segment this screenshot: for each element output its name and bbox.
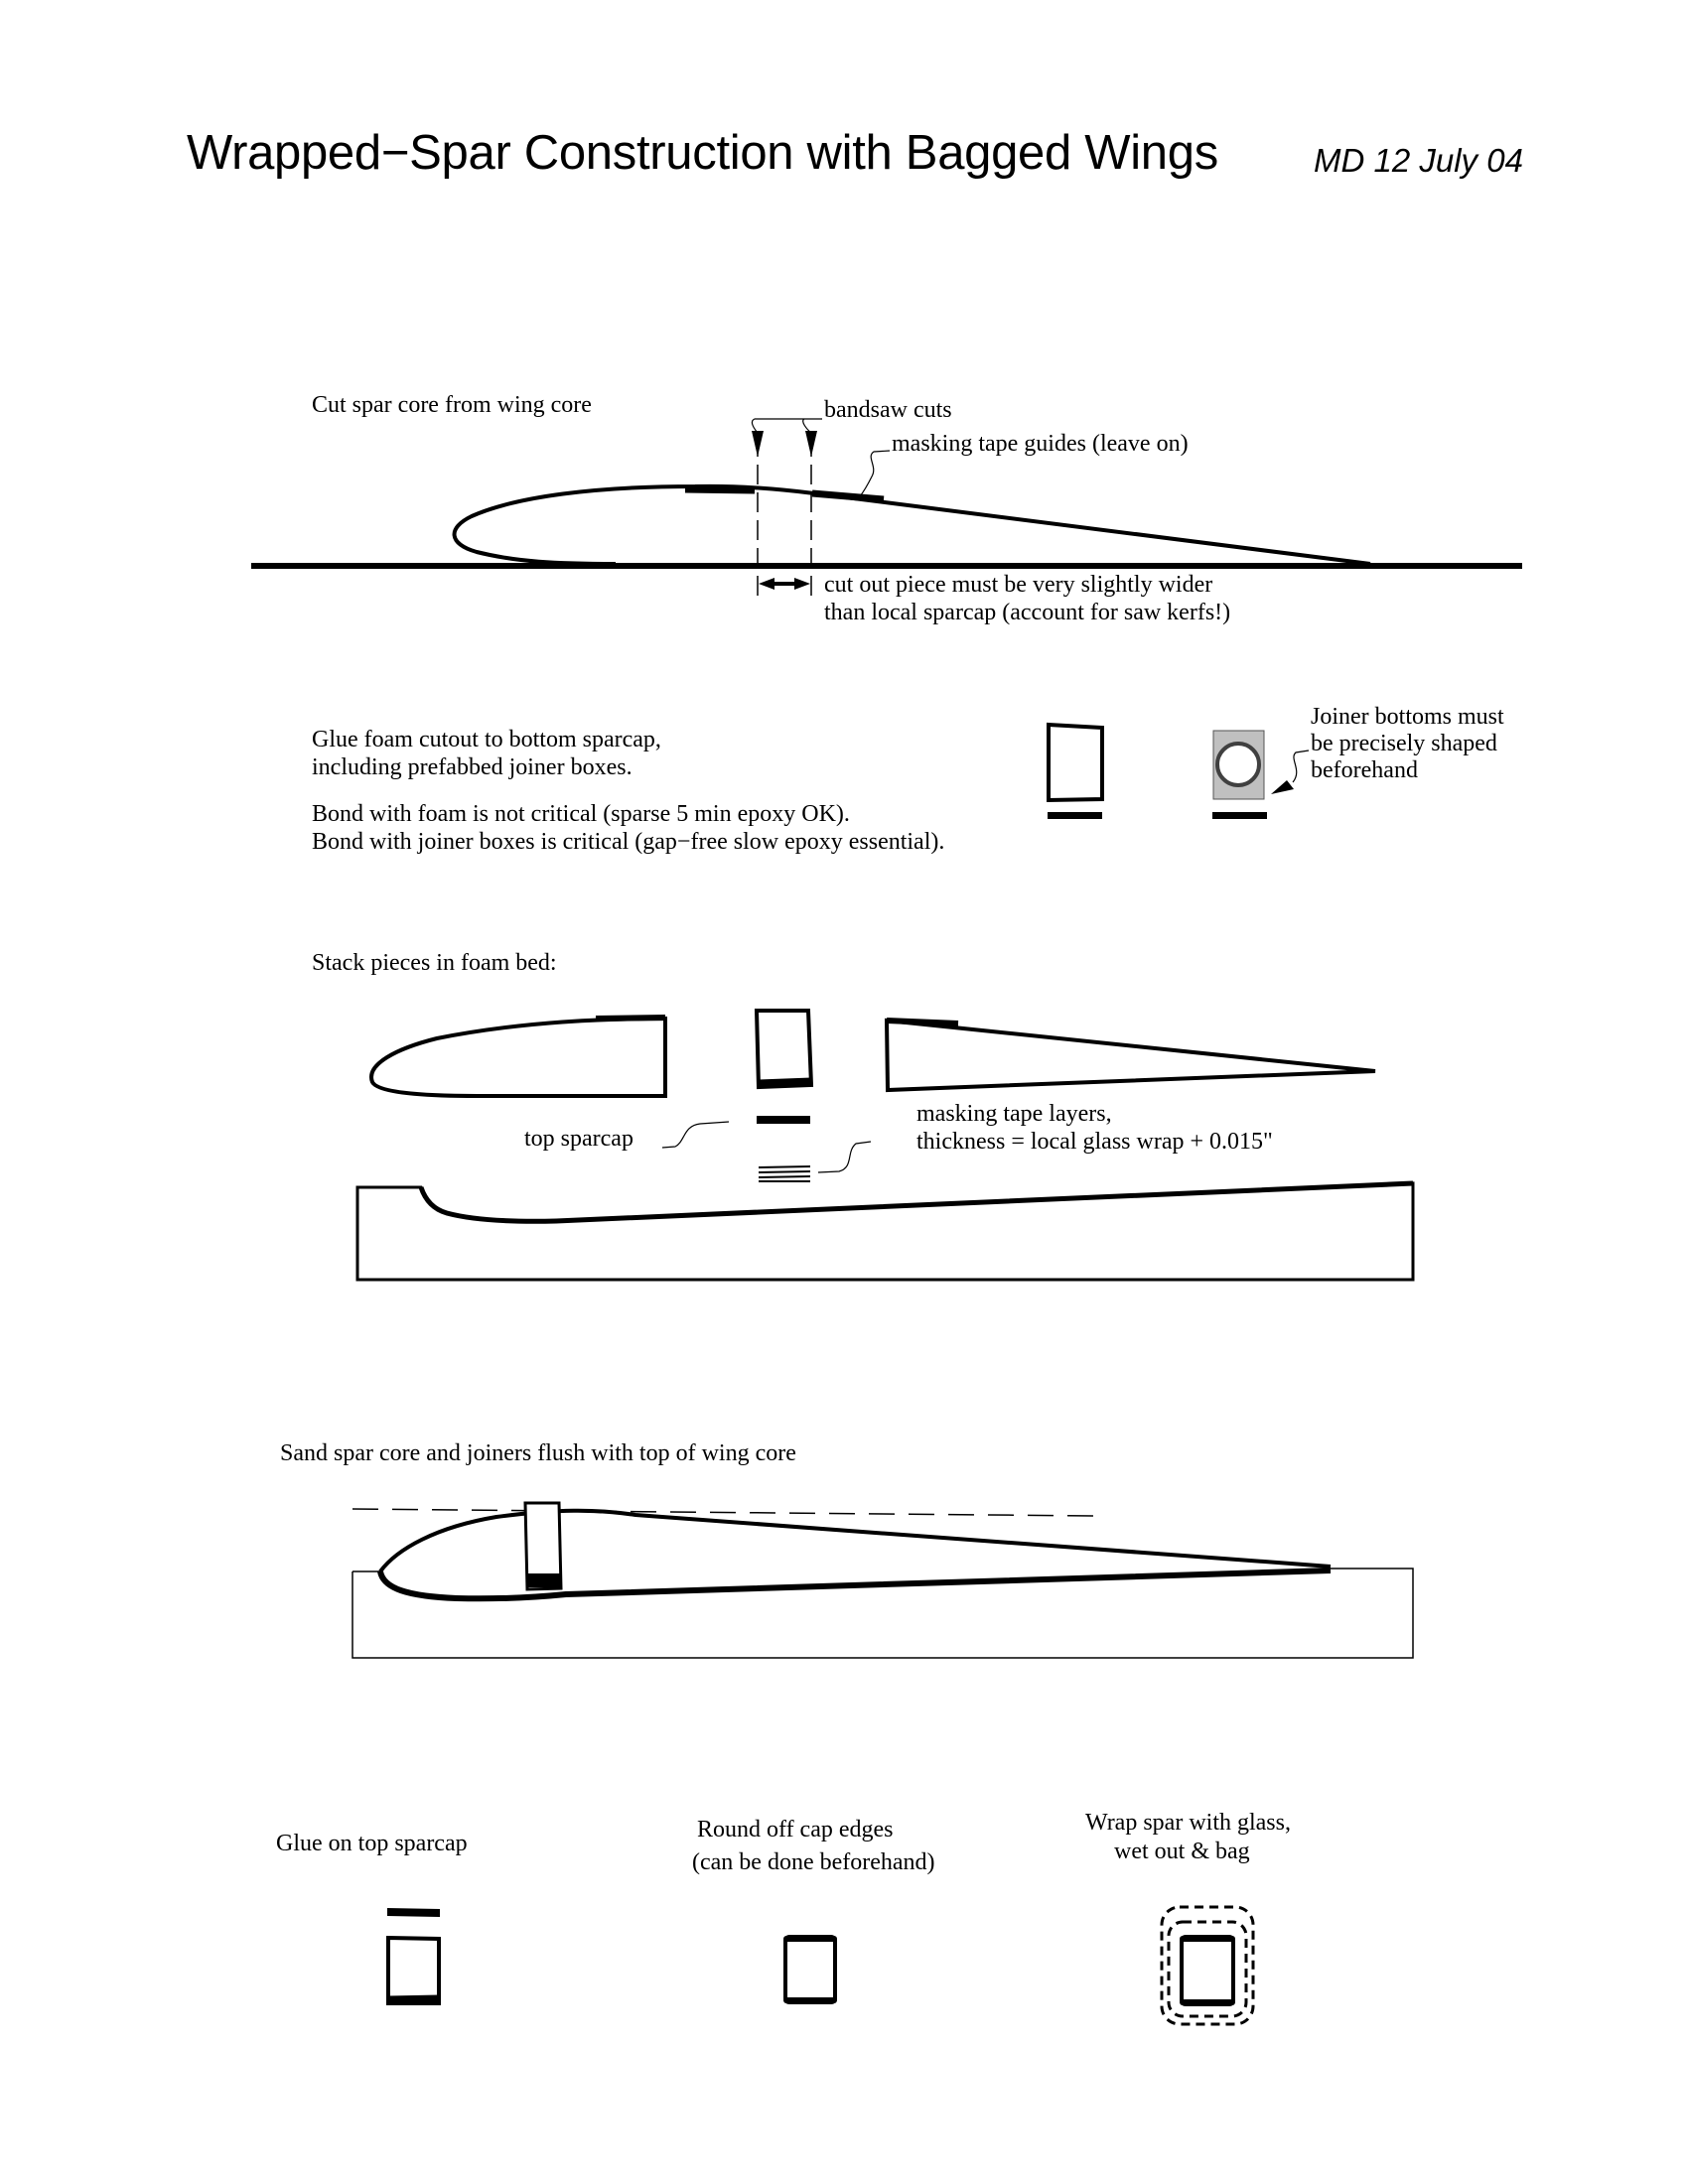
width-double-arrow-icon	[759, 578, 810, 590]
joiner-note-line1: Joiner bottoms must	[1311, 704, 1504, 730]
step3-heading: Stack pieces in foam bed:	[312, 950, 557, 976]
vacuum-bag-dashed-layer	[1162, 1907, 1253, 2024]
step3-diagram	[357, 1011, 1413, 1280]
arrow-down-icon	[805, 431, 817, 457]
wing-core-airfoil	[455, 486, 1370, 564]
wrap-spar-line2: wet out & bag	[1114, 1839, 1250, 1864]
wrapped-spar	[1182, 1937, 1233, 2004]
joiner-tube-ring	[1217, 744, 1259, 785]
step2-line1: Glue foam cutout to bottom sparcap,	[312, 727, 661, 752]
spar-box-with-bottom-cap	[388, 1938, 439, 2003]
bond-note-line2: Bond with joiner boxes is critical (gap−free slow epoxy essential).	[312, 829, 945, 855]
foam-cutout-box	[1049, 725, 1102, 800]
top-sparcap-piece	[757, 1116, 810, 1124]
bottom-cap	[388, 1998, 439, 1999]
step4-heading: Sand spar core and joiners flush with top of wing core	[280, 1440, 796, 1466]
arrow-icon	[1271, 780, 1294, 794]
bandsaw-leader	[752, 419, 822, 433]
foam-bed-cradle-edge	[421, 1183, 1413, 1221]
wing-core-lower-surface	[380, 1570, 1331, 1598]
arrow-down-icon	[752, 431, 764, 457]
leading-piece-tape	[596, 1018, 665, 1019]
spar-core-bottom-cap	[759, 1081, 811, 1083]
leading-edge-piece	[371, 1019, 665, 1096]
top-sparcap-separate	[387, 1908, 440, 1917]
trailing-edge-piece	[887, 1021, 1375, 1090]
tape-layers-label-line2: thickness = local glass wrap + 0.015"	[916, 1129, 1273, 1155]
glue-top-sparcap-label: Glue on top sparcap	[276, 1831, 468, 1856]
masking-tape-layers	[759, 1166, 810, 1181]
joiner-note-line2: be precisely shaped	[1311, 731, 1497, 756]
wing-core-upper-surface	[380, 1511, 1331, 1571]
masking-tape-left	[685, 489, 755, 490]
author-date: MD 12 July 04	[1314, 142, 1523, 179]
top-sparcap-leader	[662, 1122, 729, 1148]
spar-bottom-cap	[527, 1573, 561, 1587]
bandsaw-cuts-label: bandsaw cuts	[824, 397, 952, 423]
foam-bed	[357, 1183, 1413, 1280]
masking-tape-guides-label: masking tape guides (leave on)	[892, 431, 1189, 457]
round-cap-edges-line2: (can be done beforehand)	[692, 1849, 935, 1875]
top-sparcap-label: top sparcap	[524, 1126, 633, 1152]
step2-line2: including prefabbed joiner boxes.	[312, 754, 633, 780]
page-title: Wrapped−Spar Construction with Bagged Wings	[187, 126, 1218, 180]
joiner-note-leader	[1293, 751, 1309, 782]
tape-layers-label-line1: masking tape layers,	[916, 1101, 1112, 1127]
cutout-width-note-line1: cut out piece must be very slightly wider	[824, 572, 1213, 598]
rounded-cap-spar	[785, 1937, 835, 2002]
step5-diagram	[387, 1907, 1253, 2024]
cutout-width-note-line2: than local sparcap (account for saw kerfs!)	[824, 600, 1231, 625]
step1-heading: Cut spar core from wing core	[312, 392, 592, 418]
tape-guide-leader	[860, 451, 890, 496]
flush-reference-dashed-line	[352, 1509, 1097, 1516]
bond-note-line1: Bond with foam is not critical (sparse 5 min epoxy OK).	[312, 801, 850, 827]
step1-diagram	[251, 419, 1522, 596]
spar-core-piece	[757, 1011, 811, 1087]
step4-diagram	[352, 1503, 1413, 1658]
wrap-spar-line1: Wrap spar with glass,	[1085, 1810, 1291, 1836]
trailing-piece-tape	[887, 1021, 958, 1024]
bottom-sparcap-bar	[1048, 812, 1102, 819]
masking-tape-right	[812, 493, 884, 499]
bottom-sparcap-bar	[1212, 812, 1267, 819]
tape-layers-leader	[818, 1142, 871, 1172]
joiner-note-line3: beforehand	[1311, 757, 1418, 783]
round-cap-edges-line1: Round off cap edges	[697, 1817, 894, 1843]
step2-diagram	[1048, 725, 1309, 819]
